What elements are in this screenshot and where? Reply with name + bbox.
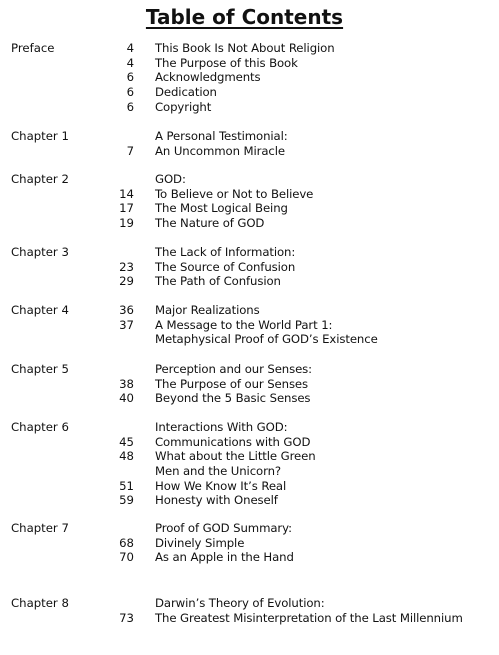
toc-row [0,420,499,435]
entry-title: Perception and our Senses: [155,362,313,376]
entry-title: The Lack of Information: [155,245,296,259]
page-number: 37 [119,317,134,332]
chapter-label: Chapter 2 [11,172,69,186]
entry-title: Divinely Simple [155,535,245,550]
toc-section [0,596,499,625]
entry-title: How We Know It’s Real [155,478,287,493]
toc-row [0,332,499,347]
toc-row [0,144,499,159]
toc-row [0,70,499,85]
toc-row [0,274,499,289]
chapter-label: Chapter 6 [11,420,69,434]
toc-row [0,129,499,144]
entry-title: Beyond the 5 Basic Senses [155,391,311,406]
entry-title: The Nature of GOD [155,216,265,231]
toc-row [0,260,499,275]
entry-title: The Purpose of this Book [155,55,298,70]
toc-section [0,172,499,231]
chapter-label: Chapter 7 [11,521,69,535]
entry-title: The Source of Confusion [155,259,296,274]
toc-row [0,187,499,202]
toc-row [0,493,499,508]
page-number: 40 [119,391,134,406]
entry-title: This Book Is Not About Religion [155,41,335,55]
toc-section [0,420,499,508]
toc-section [0,245,499,289]
page-title: Table of Contents [145,5,344,29]
entry-title: Honesty with Oneself [155,493,278,508]
page-number: 68 [119,535,134,550]
chapter-label: Chapter 4 [11,303,69,317]
toc-section [0,129,499,158]
entry-title: Communications with GOD [155,434,311,449]
toc-row [0,216,499,231]
chapter-label: Chapter 1 [11,129,69,143]
toc-row [0,56,499,71]
entry-title: The Most Logical Being [155,201,288,216]
entry-title: GOD: [155,172,186,186]
page-number: 19 [119,216,134,231]
page-number: 51 [119,478,134,493]
page-number: 23 [119,259,134,274]
entry-title: A Personal Testimonial: [155,129,288,143]
toc-row [0,611,499,626]
toc-row [0,464,499,479]
entry-title: Dedication [155,85,217,100]
toc-row [0,245,499,260]
toc-row [0,362,499,377]
toc-row [0,172,499,187]
toc-row [0,596,499,611]
toc-section [0,362,499,406]
chapter-label: Chapter 8 [11,596,69,610]
page-number: 6 [126,99,134,114]
entry-title: What about the Little Green [155,449,316,464]
toc-row [0,536,499,551]
entry-title: Interactions With GOD: [155,420,288,434]
toc-section [0,41,499,114]
entry-title: Proof of GOD Summary: [155,521,292,535]
page-number: 38 [119,376,134,391]
entry-title: The Purpose of our Senses [155,376,309,391]
entry-title: To Believe or Not to Believe [155,186,314,201]
entry-title: Metaphysical Proof of GOD’s Existence [155,332,378,347]
chapter-label: Chapter 5 [11,362,69,376]
page-number: 7 [126,143,134,158]
toc-row [0,391,499,406]
toc-section [0,521,499,565]
toc-row [0,435,499,450]
toc-row [0,377,499,392]
entry-title: The Greatest Misinterpretation of the Last Millennium [155,610,463,625]
toc-row [0,550,499,565]
entry-title: An Uncommon Miracle [155,143,285,158]
toc-row [0,303,499,318]
entry-title: Copyright [155,99,212,114]
page-number: 6 [126,70,134,85]
page-number: 45 [119,434,134,449]
entry-title: Acknowledgments [155,70,261,85]
chapter-label: Preface [11,41,55,55]
page-number: 14 [119,186,134,201]
page-number: 4 [126,41,134,55]
entry-title: A Message to the World Part 1: [155,317,333,332]
page-number: 36 [119,303,134,317]
page-number: 29 [119,274,134,289]
entry-title: As an Apple in the Hand [155,550,294,565]
page-number: 70 [119,550,134,565]
page-number: 17 [119,201,134,216]
toc-row [0,100,499,115]
toc-row [0,85,499,100]
toc-row [0,521,499,536]
entry-title: The Path of Confusion [155,274,281,289]
page-number: 59 [119,493,134,508]
page-number: 4 [126,55,134,70]
toc-row [0,479,499,494]
chapter-label: Chapter 3 [11,245,69,259]
entry-title: Darwin’s Theory of Evolution: [155,596,325,610]
toc-row [0,201,499,216]
page-number: 48 [119,449,134,464]
entry-title: Men and the Unicorn? [155,464,281,479]
toc-row [0,318,499,333]
toc-section [0,303,499,347]
entry-title: Major Realizations [155,303,260,317]
page-number: 73 [119,610,134,625]
toc-row [0,449,499,464]
toc-row [0,41,499,56]
page-number: 6 [126,85,134,100]
